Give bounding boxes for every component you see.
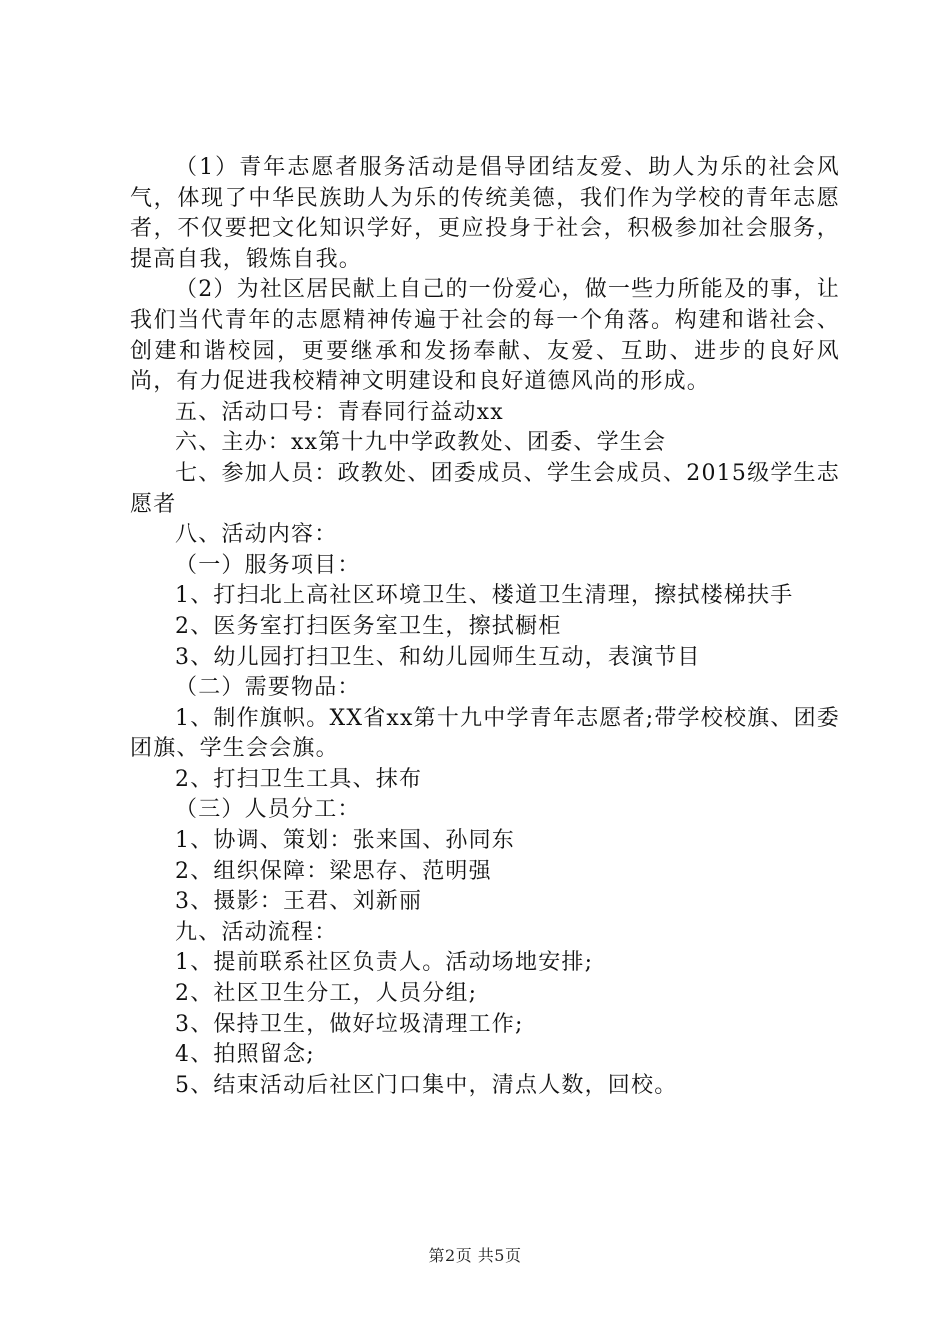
subheading-required-items: （二）需要物品： (175, 675, 361, 701)
document-body (130, 153, 840, 1101)
list-item: 2、社区卫生分工，人员分组; (175, 981, 478, 1007)
paragraph-organizer: 六、主办：xx第十九中学政教处、团委、学生会 (175, 430, 667, 456)
list-item: 4、拍照留念; (175, 1042, 315, 1068)
list-item: 1、打扫北上高社区环境卫生、楼道卫生清理，擦拭楼梯扶手 (175, 583, 794, 609)
list-item: 3、幼儿园打扫卫生、和幼儿园师生互动，表演节目 (175, 644, 701, 670)
paragraph-purpose-2: （2）为社区居民献上自己的一份爱心，做一些力所能及的事，让我们当代青年的志愿精神传遍于社会的每一个角落。构建和谐社会、创建和谐校园，更要继承和发扬奉献、友爱、互助、进步的良好风尚，有力促进我校精神文明建设和良好道德风尚的形成。 (130, 277, 840, 395)
page-number-footer: 第2页 共5页 (428, 1246, 522, 1265)
heading-activity-process: 九、活动流程： (175, 919, 338, 945)
list-item: 2、医务室打扫医务室卫生，擦拭橱柜 (175, 613, 562, 639)
paragraph-purpose-1: （1）青年志愿者服务活动是倡导团结友爱、助人为乐的社会风气，体现了中华民族助人为乐的传统美德，我们作为学校的青年志愿者，不仅要把文化知识学好，更应投身于社会，积极参加社会服务，提高自我，锻炼自我。 (130, 155, 840, 272)
list-item: 5、结束活动后社区门口集中，清点人数，回校。 (175, 1072, 678, 1098)
paragraph-participants: 七、参加人员：政教处、团委成员、学生会成员、2015级学生志愿者 (130, 460, 840, 517)
list-item: 3、保持卫生，做好垃圾清理工作; (175, 1011, 524, 1037)
subheading-staff-assignment: （三）人员分工： (175, 797, 361, 823)
list-item: 1、提前联系社区负责人。活动场地安排; (175, 950, 594, 976)
subheading-service-items: （一）服务项目： (175, 552, 361, 578)
list-item: 1、制作旗帜。XX省xx第十九中学青年志愿者;带学校校旗、团委团旗、学生会会旗。 (130, 705, 840, 762)
heading-activity-content: 八、活动内容： (175, 522, 338, 548)
list-item: 2、打扫卫生工具、抹布 (175, 766, 423, 792)
list-item: 3、摄影：王君、刘新丽 (175, 889, 423, 915)
list-item: 1、协调、策划：张来国、孙同东 (175, 828, 515, 854)
paragraph-slogan: 五、活动口号：青春同行益动xx (175, 399, 504, 425)
list-item: 2、组织保障：梁思存、范明强 (175, 858, 492, 884)
